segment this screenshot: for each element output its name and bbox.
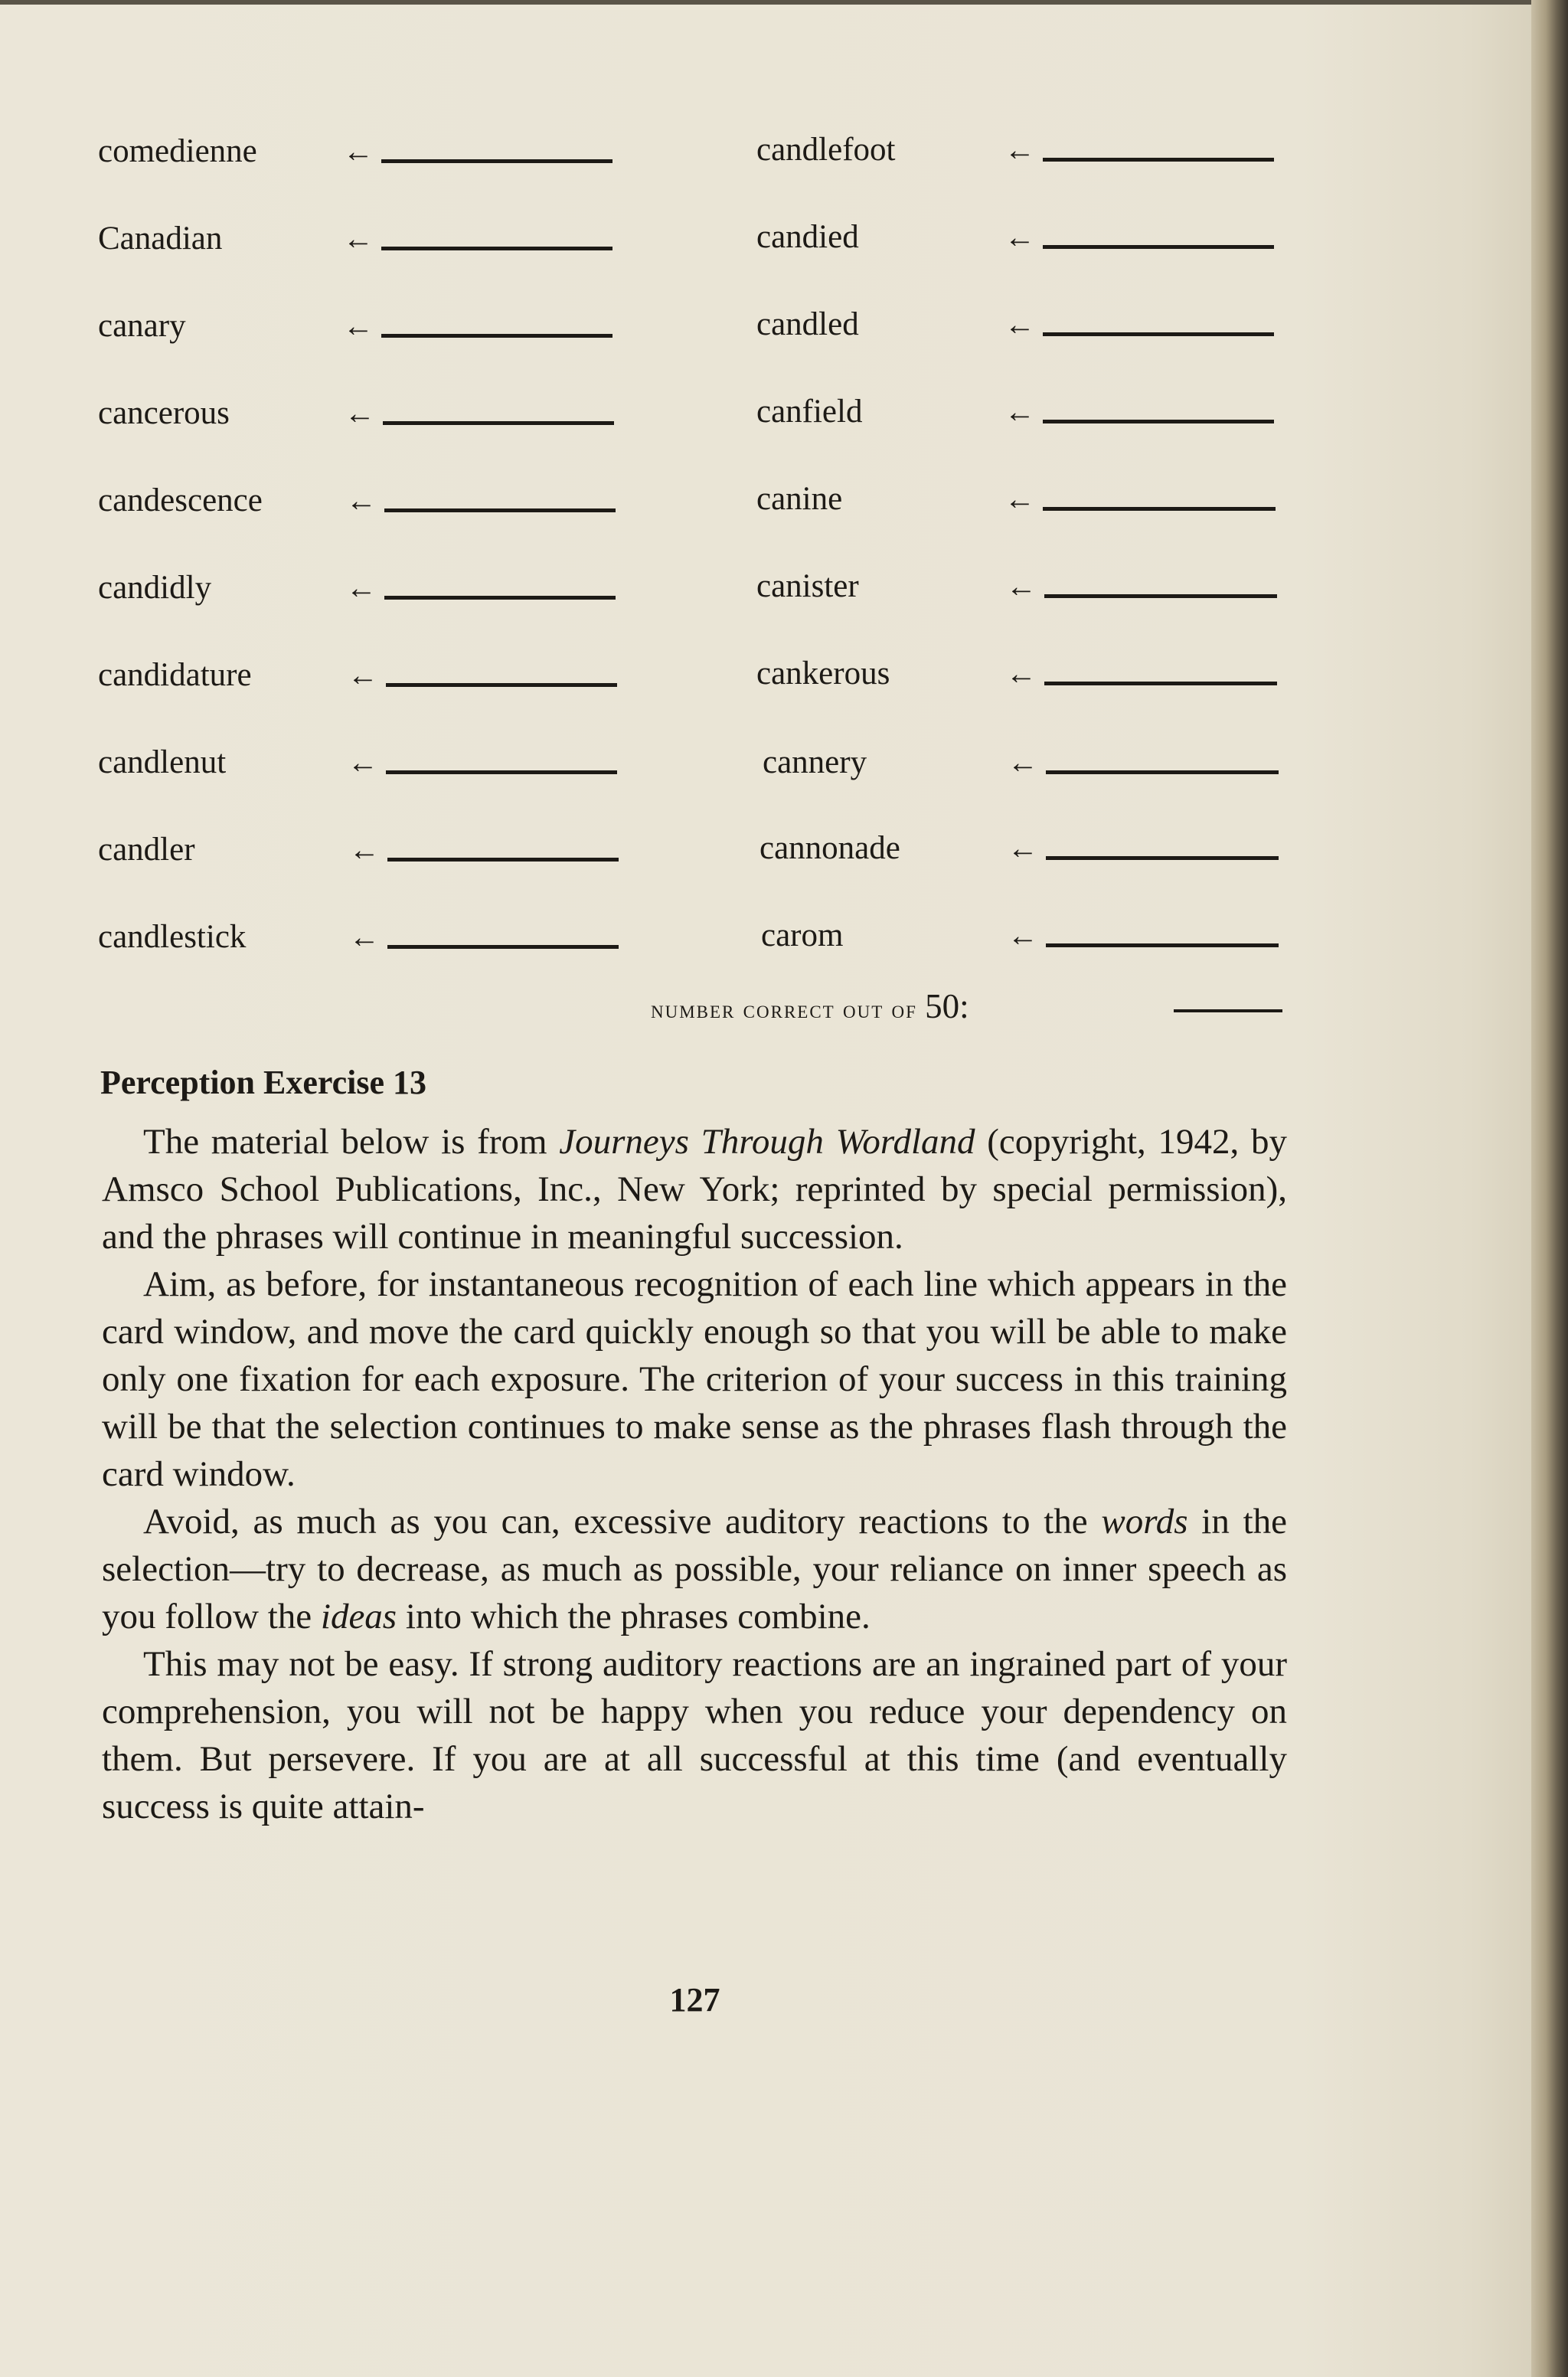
word-row xyxy=(756,913,1369,959)
word: cannonade xyxy=(760,830,900,866)
word-row xyxy=(98,914,710,960)
word: canary xyxy=(98,308,186,344)
answer-blank[interactable] xyxy=(1043,332,1274,336)
answer-blank[interactable] xyxy=(1044,682,1277,685)
score-label-text: number correct out of xyxy=(651,996,917,1024)
emphasis: words xyxy=(1101,1502,1188,1542)
paragraph-text: Avoid, as much as you can, excessive auditory reactions to the xyxy=(143,1502,1102,1542)
word: carom xyxy=(761,917,844,953)
word: cannery xyxy=(763,744,867,780)
answer-blank[interactable] xyxy=(1046,770,1279,774)
word: candied xyxy=(756,219,859,255)
answer-blank[interactable] xyxy=(1043,245,1274,249)
word-row xyxy=(98,216,710,262)
left-arrow-icon: ← xyxy=(349,832,380,867)
left-arrow-icon: ← xyxy=(1004,307,1035,342)
paragraph xyxy=(102,1118,1287,1260)
word: candidly xyxy=(98,570,212,606)
word-row xyxy=(98,565,710,611)
answer-blank[interactable] xyxy=(1043,158,1274,162)
left-arrow-icon: ← xyxy=(1008,918,1038,953)
answer-blank[interactable] xyxy=(383,421,614,425)
left-arrow-icon: ← xyxy=(1008,745,1038,780)
book-title: Journeys Through Wordland xyxy=(559,1122,975,1162)
word: candlestick xyxy=(98,919,247,955)
word-row xyxy=(98,129,710,175)
book-edge xyxy=(1531,0,1568,2377)
word-row xyxy=(98,391,710,436)
score-blank[interactable] xyxy=(1174,1009,1282,1012)
word-row xyxy=(756,651,1369,697)
word: candlefoot xyxy=(756,132,896,168)
word: candled xyxy=(756,306,859,342)
word-row xyxy=(756,389,1369,435)
word-row xyxy=(756,826,1369,871)
answer-blank[interactable] xyxy=(1044,594,1277,598)
answer-blank[interactable] xyxy=(386,770,617,774)
left-arrow-icon: ← xyxy=(346,571,377,605)
word-row xyxy=(98,303,710,349)
answer-blank[interactable] xyxy=(381,247,612,250)
word-row xyxy=(98,652,710,698)
paragraph-text: (copyright, 1942, by Amsco School Publications, Inc., New York; reprinted by special permission), and the phrases will continue in meaningful succession. xyxy=(102,1122,1288,1257)
left-arrow-icon: ← xyxy=(1004,482,1035,516)
word: cancerous xyxy=(98,395,230,431)
exercise-heading: Perception Exercise 13 xyxy=(100,1064,427,1101)
word: candidature xyxy=(98,657,252,693)
score-line xyxy=(651,979,1286,1025)
word: comedienne xyxy=(98,133,257,169)
left-arrow-icon: ← xyxy=(1008,831,1038,865)
word: canfield xyxy=(756,394,863,430)
answer-blank[interactable] xyxy=(387,858,619,862)
word: candlenut xyxy=(98,744,227,780)
left-arrow-icon: ← xyxy=(1006,569,1037,603)
word: canine xyxy=(756,481,843,517)
word-row xyxy=(756,302,1369,348)
word-row xyxy=(756,740,1369,786)
page-number: 127 xyxy=(669,1981,720,2019)
answer-blank[interactable] xyxy=(384,508,616,512)
word-row xyxy=(756,214,1369,260)
word-row xyxy=(98,740,710,786)
paragraph xyxy=(102,1498,1287,1640)
word: candescence xyxy=(98,482,263,518)
left-arrow-icon: ← xyxy=(1004,394,1035,429)
answer-blank[interactable] xyxy=(387,945,619,949)
answer-blank[interactable] xyxy=(1043,420,1274,423)
score-total: 50: xyxy=(925,987,969,1025)
answer-blank[interactable] xyxy=(381,334,612,338)
left-arrow-icon: ← xyxy=(346,483,377,518)
score-label xyxy=(651,986,969,1026)
word: canister xyxy=(756,568,859,604)
answer-blank[interactable] xyxy=(384,596,616,600)
left-arrow-icon: ← xyxy=(343,309,374,343)
paragraph: Aim, as before, for instantaneous recognition of each line which appears in the card window, and move the card quickly enough so that you will be able to make only one fixation for each exposure. The criterion of your success in this training will be that the selection continues to make sense as the phrases flash through the card window. xyxy=(102,1264,1287,1494)
left-arrow-icon: ← xyxy=(348,745,378,780)
word-row xyxy=(98,827,710,873)
answer-blank[interactable] xyxy=(1043,507,1276,511)
emphasis: ideas xyxy=(320,1597,397,1636)
word-row xyxy=(756,564,1369,610)
paragraph: This may not be easy. If strong auditory reactions are an ingrained part of your comprehension, you will not be happy when you reduce your dependency on them. But persevere. If you are at all successful at this time (and eventually success is quite attain- xyxy=(102,1644,1287,1826)
word-row xyxy=(98,478,710,524)
paragraph-text: into which the phrases combine. xyxy=(397,1597,871,1636)
answer-blank[interactable] xyxy=(1046,856,1279,860)
word: candler xyxy=(98,832,195,868)
left-arrow-icon: ← xyxy=(1004,220,1035,254)
left-arrow-icon: ← xyxy=(343,134,374,168)
left-arrow-icon: ← xyxy=(1006,656,1037,691)
paragraph-text: The material below is from xyxy=(143,1122,560,1162)
left-arrow-icon: ← xyxy=(1004,132,1035,167)
left-arrow-icon: ← xyxy=(348,658,378,692)
left-arrow-icon: ← xyxy=(349,920,380,954)
left-arrow-icon: ← xyxy=(345,396,375,430)
word-row xyxy=(756,476,1369,522)
answer-blank[interactable] xyxy=(1046,943,1279,947)
word-row xyxy=(756,127,1369,173)
word: cankerous xyxy=(756,656,890,692)
exercise-body xyxy=(102,1118,1287,1830)
paragraph-text: in the selection—try to decrease, as much as possible, your reliance on inner speech as you follow the xyxy=(102,1502,1287,1636)
answer-blank[interactable] xyxy=(381,159,612,163)
word: Canadian xyxy=(98,221,223,257)
answer-blank[interactable] xyxy=(386,683,617,687)
left-arrow-icon: ← xyxy=(343,221,374,256)
